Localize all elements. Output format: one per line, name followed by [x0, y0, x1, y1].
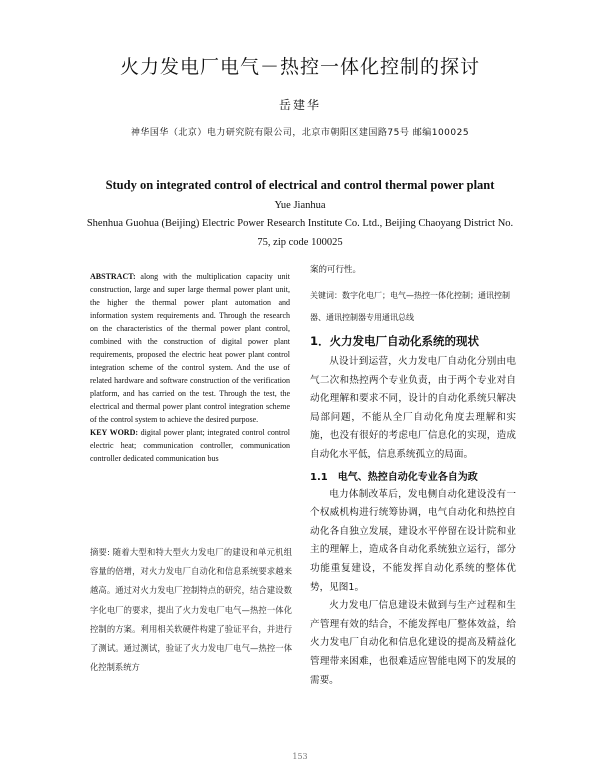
abstract-en-label: ABSTRACT: [90, 272, 136, 281]
abstract-zh-continuation: 案的可行性。 [310, 265, 362, 275]
keywords-zh [310, 285, 516, 329]
abstract-zh-label: 摘要: [90, 547, 110, 557]
keywords-en-label: KEY WORD: [90, 428, 139, 437]
abstract-zh-text: 随着大型和特大型火力发电厂的建设和单元机组容量的倍增，对火力发电厂自动化和信息系统要求越来越高。通过对火力发电厂控制特点的研究，结合建设数字化电厂的要求，提出了火力发电厂电气—热控一体化控制的方案。利用相关软硬件构建了验证平台，并进行了测试。通过测试，验证了火力发电厂电气—热控一体化控制系统方 [90, 547, 293, 673]
left-column [90, 270, 290, 465]
paper-title-en: Study on integrated control of electrical and control thermal power plant [105, 178, 495, 192]
subsection-1-1-paragraph-1: 电力体制改革后，发电侧自动化建设没有一个权威机构进行统筹协调，电气自动化和热控自动化各自独立发展，建设水平停留在设计院和业主的理解上，造成各自动化系统独立运行，部分功能重复建设，不能发挥自动化系统的整体优势，见图1。 [310, 488, 516, 593]
section-1-paragraph: 从设计到运营，火力发电厂自动化分别由电气二次和热控两个专业负责，由于两个专业对自动化理解和要求不同，设计的自动化系统只解决局部问题，不能从全厂自动化角度去理解和实施，也没有很好的考虑电厂信息化的实现，造成自动化水平低，信息系统孤立的局面。 [310, 356, 516, 460]
abstract-en-text: along with the multiplication capacity unit construction, large and super large thermal power plant unit, the higher the thermal power plant automation and information system requirements and. Through the research on the characteristics of the thermal power plant control, combined with the construction of digital power plant requirements, proposed the electric heat power plant control integration scheme of the control system. And the use of related hardware and software construction of the verification platform, and has carried on the test. Through the test, the electrical and thermal power plant control integration scheme of the control system to achieve the desired purpose. [90, 272, 290, 424]
right-column [310, 263, 516, 690]
page-number: 153 [292, 752, 308, 761]
subsection-1-1-paragraph-2: 火力发电厂信息建设未做到与生产过程和生产管理有效的结合，不能发挥电厂整体效益，给火力发电厂自动化和信息化建设的提高及精益化管理带来困难，也很难适应智能电网下的发展的需要。 [310, 600, 516, 686]
abstract-zh [90, 543, 292, 677]
keywords-zh-text: 数字化电厂；电气—热控一体化控制；通讯控制器、通讯控制器专用通讯总线 [310, 291, 510, 322]
affiliation-en: Shenhua Guohua (Beijing) Electric Power Research Institute Co. Ltd., Beijing Chaoyang District No. 75, zip code 100025 [86, 218, 514, 248]
keywords-zh-label: 关键词： [310, 291, 342, 300]
abstract-en [90, 270, 290, 426]
keywords-en [90, 426, 290, 465]
author-name-zh: 岳建华 [278, 98, 321, 112]
affiliation-zh: 神华国华（北京）电力研究院有限公司，北京市朝阳区建国路75号 邮编100025 [130, 128, 470, 138]
section-heading-1: 1．火力发电厂自动化系统的现状 [310, 334, 479, 348]
paper-title-zh: 火力发电厂电气－热控一体化控制的探讨 [119, 56, 480, 78]
keywords-en-text: digital power plant; integrated control control electric heat; communication controller, communication controller dedicated communication bus [90, 428, 290, 463]
subsection-heading-1-1: 1.1 电气、热控自动化专业各自为政 [310, 471, 478, 483]
author-name-en: Yue Jianhua [274, 200, 326, 211]
